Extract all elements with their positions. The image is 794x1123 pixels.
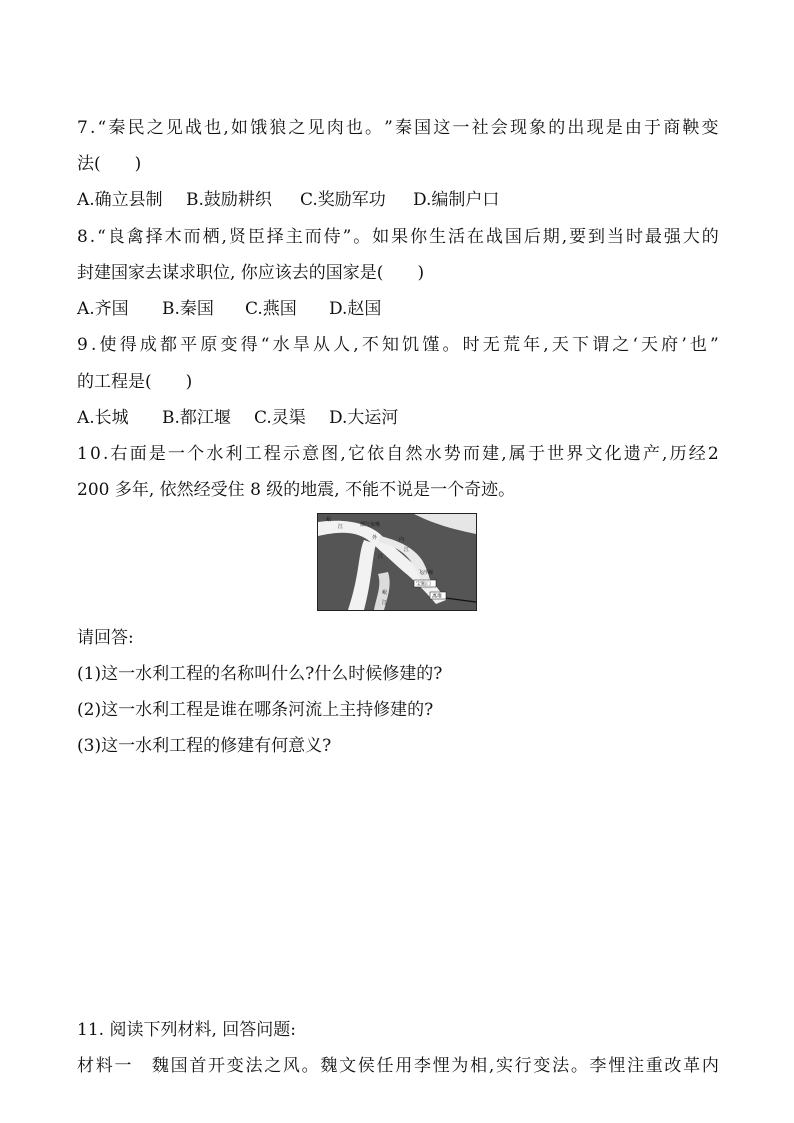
map-label-yuzui: 都江鱼嘴 <box>360 522 381 528</box>
q10-question-3: (3)这一水利工程的修建有何意义? <box>77 736 332 756</box>
map-label-jiang2: 江 <box>404 547 410 553</box>
q9-option-d: D.大运河 <box>329 408 399 428</box>
q8-option-b: B.秦国 <box>162 299 214 319</box>
q9-options <box>77 406 719 430</box>
dujiangyan-map <box>317 513 477 611</box>
q7-stem-line1: 7 . “ 秦 民 之 见 战 也 , 如 饿 狼 之 见 肉 也 。 ” 秦 国 这 一 社 会 现 象 的 出 现 是 由 于 商 鞅 变 <box>77 118 719 138</box>
map-label-min2: 岷 <box>382 590 388 596</box>
q8-options <box>77 297 719 321</box>
q9-stem-line2: 的工程是( ) <box>77 372 193 392</box>
q9-option-c: C.灵渠 <box>254 408 306 428</box>
q11-material-1: 材 料 一 魏 国 首 开 变 法 之 风 。 魏 文 侯 任 用 李 悝 为 相 , 实 行 变 法 。 李 悝 注 重 改 革 内 <box>77 1056 719 1076</box>
map-label-jiang3: 江 <box>378 554 384 560</box>
q8-stem-line2: 封建国家去谋求职位, 你应该去的国家是( ) <box>77 263 425 283</box>
q10-stem-line2: 200 多年, 依然经受住 8 级的地震, 不能不说是一个奇迹。 <box>77 480 516 500</box>
q7-options <box>77 188 719 212</box>
q8-option-d: D.赵国 <box>329 299 382 319</box>
q7-option-a: A.确立县制 <box>77 190 163 210</box>
q10-question-2: (2)这一水利工程是谁在哪条河流上主持修建的? <box>77 700 434 720</box>
map-label-wai: 外 <box>372 535 378 541</box>
q7-option-d: D.编制户口 <box>413 190 500 210</box>
q7-option-b: B.鼓励耕织 <box>186 190 272 210</box>
q8-option-a: A.齐国 <box>77 299 129 319</box>
q7-option-c: C.奖励军功 <box>300 190 386 210</box>
map-label-jiang4: 江 <box>382 600 388 606</box>
dujiangyan-map-drawing <box>318 514 476 610</box>
q9-option-b: B.都江堰 <box>162 408 231 428</box>
q10-prompt: 请回答: <box>77 628 134 648</box>
map-label-min1: 岷 <box>326 517 332 523</box>
map-label-baoping: 宝瓶口 <box>416 581 432 588</box>
q7-stem-line2: 法( ) <box>77 154 142 174</box>
q9-stem-line1: 9 . 使 得 成 都 平 原 变 得 “ 水 旱 从 人 , 不 知 饥 馑 。 时 无 荒 年 , 天 下 谓 之 ‘ 天 府 ’ 也 ” <box>77 335 719 355</box>
map-label-nei: 内 <box>399 537 405 543</box>
map-label-feisha: 飞沙堰 <box>418 570 434 576</box>
q8-option-c: C.燕国 <box>245 299 297 319</box>
q11-stem-line1: 11. 阅读下列材料, 回答问题: <box>77 1020 296 1040</box>
map-label-limu: 离堆 <box>432 593 443 600</box>
q8-stem-line1: 8 . “ 良 禽 择 木 而 栖 , 贤 臣 择 主 而 侍 ” 。 如 果 你 生 活 在 战 国 后 期 , 要 到 当 时 最 强 大 的 <box>77 227 719 247</box>
map-label-jiang1: 江 <box>338 524 344 530</box>
q10-question-1: (1)这一水利工程的名称叫什么?什么时候修建的? <box>77 664 443 684</box>
q10-stem-line1: 1 0 . 右 面 是 一 个 水 利 工 程 示 意 图 , 它 依 自 然 水 势 而 建 , 属 于 世 界 文 化 遗 产 , 历 经 2 <box>77 444 719 464</box>
q9-option-a: A.长城 <box>77 408 129 428</box>
